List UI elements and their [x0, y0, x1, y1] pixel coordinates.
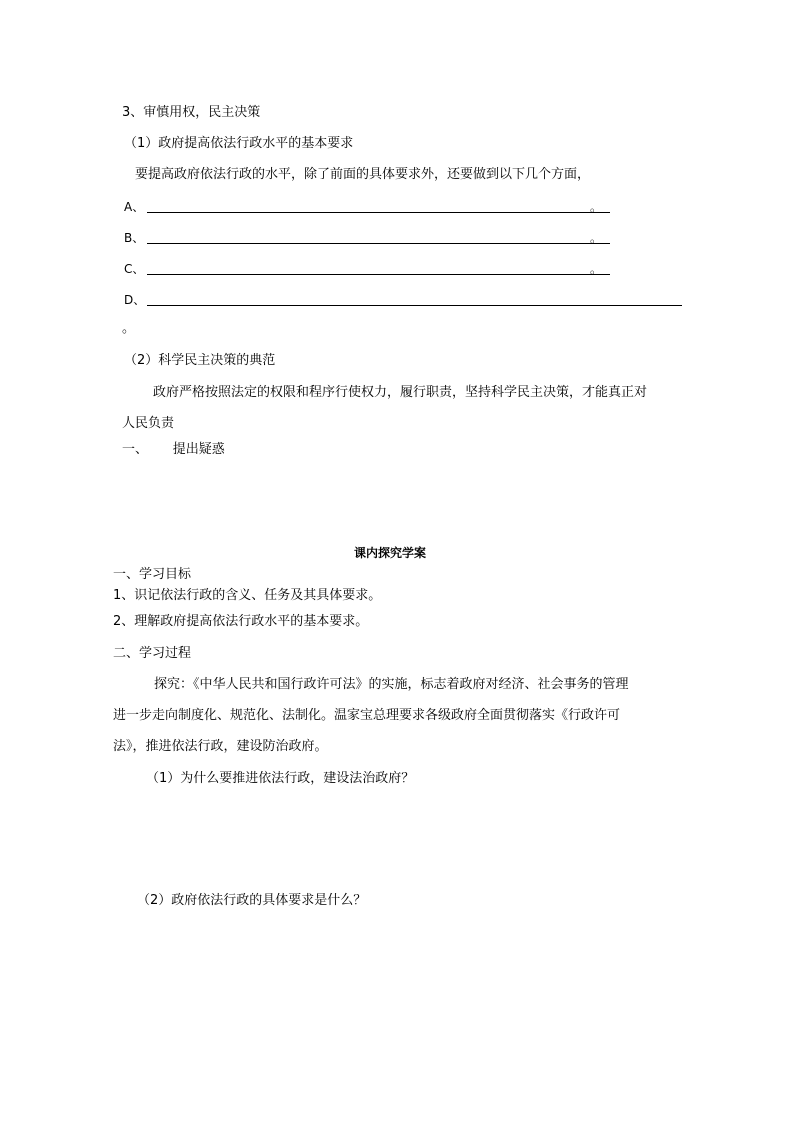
blank-end-punct: 。	[590, 200, 603, 214]
blank-label: B、	[124, 231, 145, 245]
inquiry-paragraph-line: 进一步走向制度化、规范化、法制化。温家宝总理要求各级政府全面贯彻落实《行政许可	[113, 708, 621, 723]
blank-end-punct: 。	[590, 262, 603, 276]
inquiry-paragraph-line: 探究：《中华人民共和国行政许可法》的实施，标志着政府对经济、社会事务的管理	[154, 677, 629, 692]
blank-label: C、	[124, 262, 145, 276]
question-2: （2）政府依法行政的具体要求是什么？	[137, 893, 367, 908]
blank-d-end-punct: 。	[122, 321, 136, 336]
paragraph-line: 政府严格按照法定的权限和程序行使权力，履行职责，坚持科学民主决策，才能真正对	[153, 385, 648, 400]
blank-label: A、	[124, 200, 145, 214]
subsection-heading-basic-requirements: （1）政府提高依法行政水平的基本要求	[124, 136, 354, 151]
inquiry-paragraph-line: 法》，推进依法行政，建设防治政府。	[113, 739, 328, 754]
answer-line[interactable]	[147, 305, 682, 306]
blank-row-d	[124, 292, 684, 308]
goal-item: 1、识记依法行政的含义、任务及其具体要求。	[113, 588, 382, 603]
blank-row-a	[124, 199, 604, 215]
blank-row-b	[124, 230, 604, 246]
blank-row-c	[124, 261, 604, 277]
subsection-heading-decision-model: （2）科学民主决策的典范	[124, 353, 276, 368]
paragraph-line: 人民负责	[122, 416, 175, 431]
answer-line[interactable]	[147, 274, 610, 275]
goals-heading: 一、学习目标	[113, 567, 192, 582]
raise-doubts-heading: 一、 提出疑惑	[122, 442, 225, 457]
question-1: （1）为什么要推进依法行政，建设法治政府？	[146, 771, 415, 786]
answer-line[interactable]	[147, 212, 610, 213]
answer-line[interactable]	[147, 243, 610, 244]
section-heading: 3、审慎用权，民主决策	[122, 105, 261, 120]
page-title: 课内探究学案	[354, 546, 427, 560]
intro-text: 要提高政府依法行政的水平，除了前面的具体要求外，还要做到以下几个方面，	[135, 167, 591, 182]
goal-item: 2、理解政府提高依法行政水平的基本要求。	[113, 614, 369, 629]
blank-end-punct: 。	[590, 231, 603, 245]
blank-label: D、	[124, 293, 146, 307]
process-heading: 二、学习过程	[113, 646, 192, 661]
